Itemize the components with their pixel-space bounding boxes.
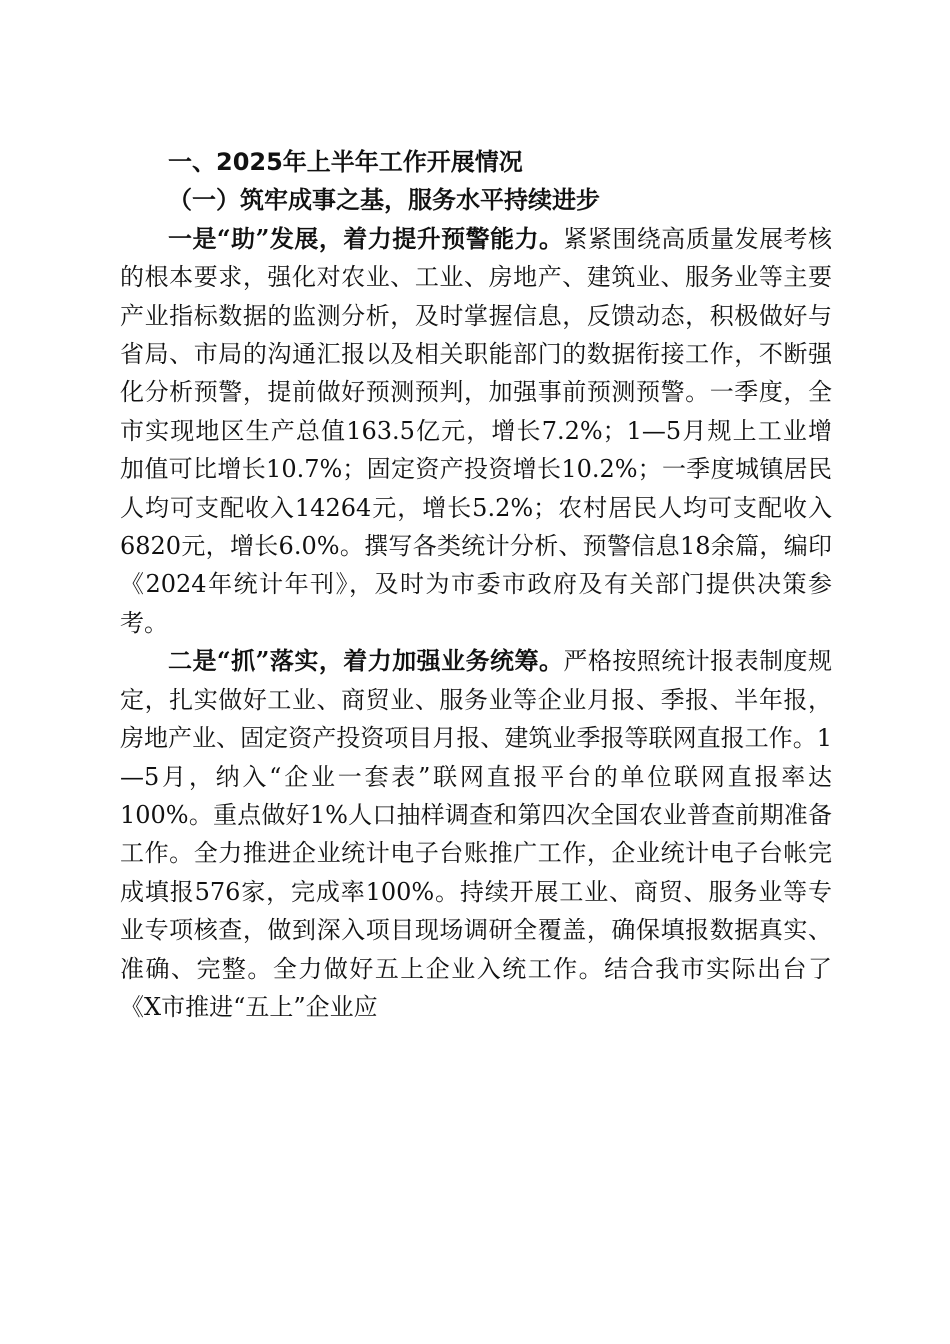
paragraph-development (120, 220, 832, 642)
document-body (120, 143, 832, 1026)
paragraph-body: 紧紧围绕高质量发展考核的根本要求，强化对农业、工业、房地产、建筑业、服务业等主要产业指标数据的监测分析，及时掌握信息，反馈动态，积极做好与省局、市局的沟通汇报以及相关职能部门的数据衔接工作，不断强化分析预警，提前做好预测预判，加强事前预测预警。一季度，全市实现地区生产总值163.5亿元，增长7.2%；1—5月规上工业增加值可比增长10.7%；固定资产投资增长10.2%；一季度城镇居民人均可支配收入14264元，增长5.2%；农村居民人均可支配收入6820元，增长6.0%。撰写各类统计分析、预警信息18余篇，编印《2024年统计年刊》，及时为市委市政府及有关部门提供决策参考。 (120, 224, 833, 637)
paragraph-lead: 一是“助”发展，着力提升预警能力。 (168, 223, 564, 253)
subsection-title: （一）筑牢成事之基，服务水平持续进步 (168, 185, 600, 215)
paragraph-implementation (120, 642, 832, 1026)
paragraph-lead: 二是“抓”落实，着力加强业务统筹。 (168, 646, 564, 676)
paragraph-body: 严格按照统计报表制度规定，扎实做好工业、商贸业、服务业等企业月报、季报、半年报，房地产业、固定资产投资项目月报、建筑业季报等联网直报工作。1—5月，纳入“企业一套表”联网直报平台的单位联网直报率达100%。重点做好1%人口抽样调查和第四次全国农业普查前期准备工作。全力推进企业统计电子台账推广工作，企业统计电子台帐完成填报576家，完成率100%。持续开展工业、商贸、服务业等专业专项核查，做到深入项目现场调研全覆盖，确保填报数据真实、准确、完整。全力做好五上企业入统工作。结合我市实际出台了《X市推进“五上”企业应 (120, 647, 833, 1021)
section-title: 一、2025年上半年工作开展情况 (168, 148, 523, 176)
